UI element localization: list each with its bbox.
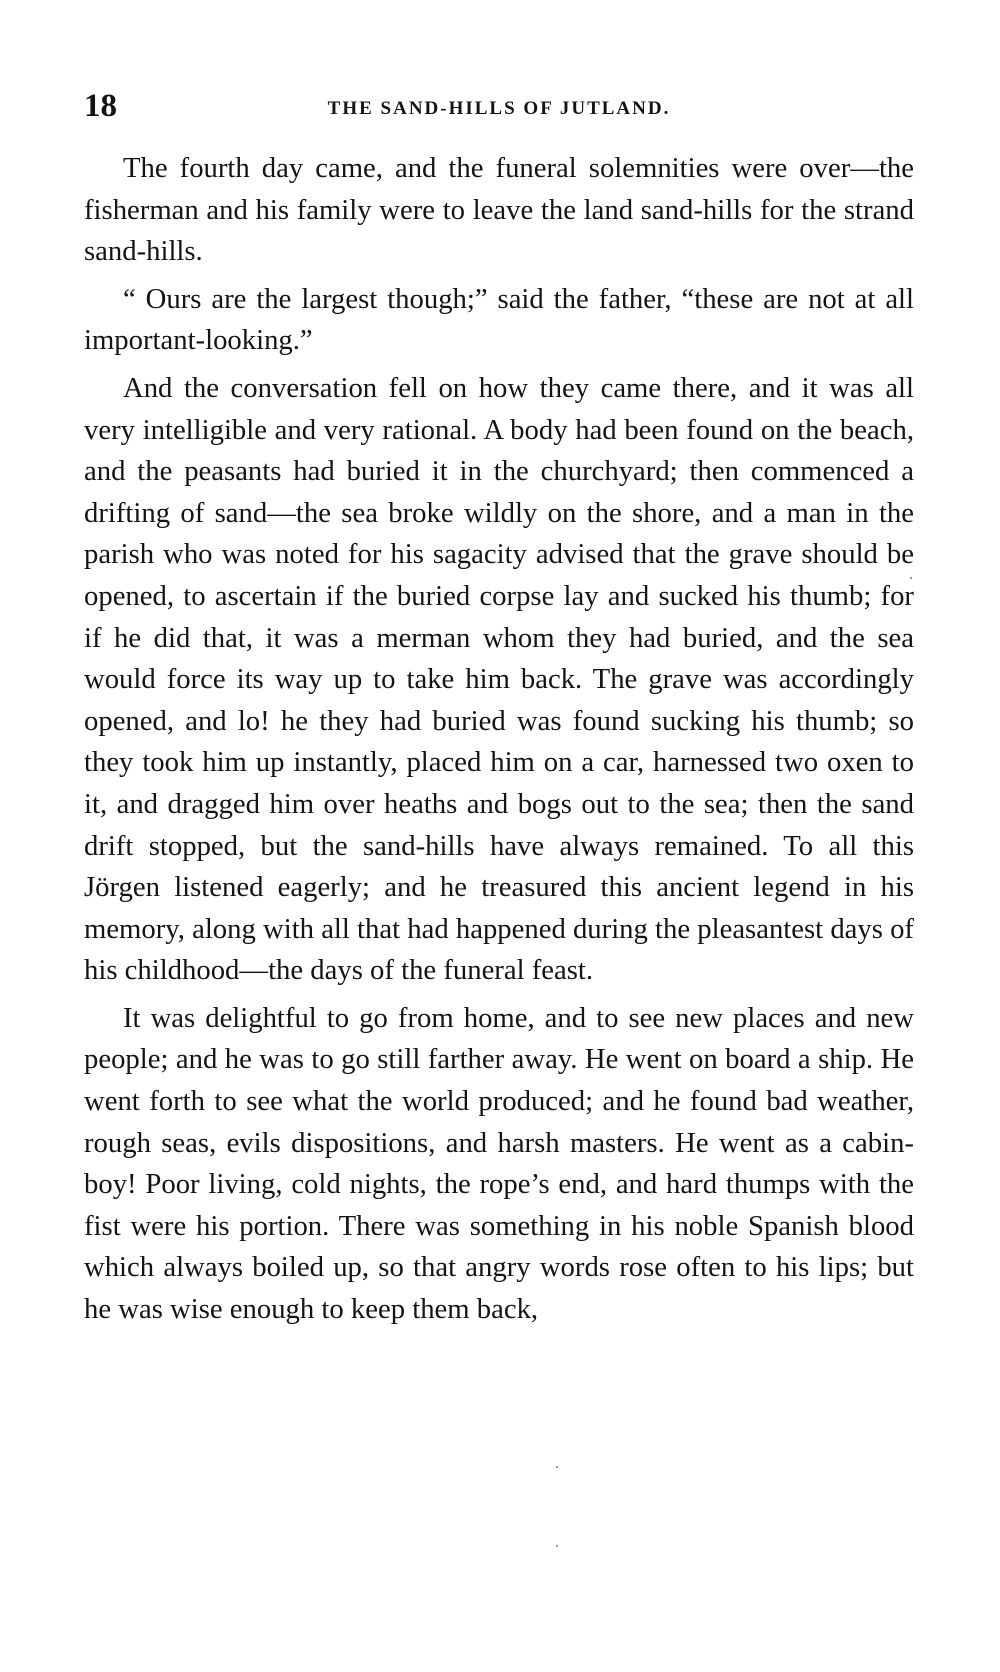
page-header	[84, 88, 914, 128]
page-number: 18	[84, 88, 117, 124]
paragraph-3: And the conversation fell on how they came there, and it was all very intelligible and very rational. A body had been found on the beach, and the peasants had buried it in the churchyard; then commenced a drifting of sand—the sea broke wildly on the shore, and a man in the parish who was noted for his sagacity advised that the grave should be opened, to ascertain if the buried corpse lay and sucked his thumb; for if he did that, it was a merman whom they had buried, and the sea would force its way up to take him back. The grave was accordingly opened, and lo! he they had buried was found sucking his thumb; so they took him up instantly, placed him on a car, harnessed two oxen to it, and dragged him over heaths and bogs out to the sea; then the sand drift stopped, but the sand-hills have always remained. To all this Jörgen listened eagerly; and he treasured this ancient legend in his memory, along with all that had happened during the pleasantest days of his childhood—the days of the funeral feast.	[84, 371, 914, 987]
scan-speck	[556, 1545, 558, 1547]
scan-speck	[910, 577, 912, 579]
running-title: THE SAND-HILLS OF JUTLAND.	[327, 98, 671, 119]
paragraph-2: “ Ours are the largest though;” said the father, “these are not at all important-looking.”	[84, 282, 914, 357]
body-text	[84, 148, 914, 1337]
paragraph-1: The fourth day came, and the funeral solemnities were over—the fisherman and his family were to leave the land sand-hills for the strand sand-hills.	[84, 152, 914, 268]
paragraph-4: It was delightful to go from home, and to see new places and new people; and he was to go still farther away. He went on board a ship. He went forth to see what the world produced; and he found bad weather, rough seas, evils dispositions, and harsh masters. He went as a cabin-boy! Poor living, cold nights, the rope’s end, and hard thumps with the fist were his portion. There was something in his noble Spanish blood which always boiled up, so that angry words rose often to his lips; but he was wise enough to keep them back,	[84, 1001, 914, 1326]
scan-speck	[556, 1466, 558, 1468]
